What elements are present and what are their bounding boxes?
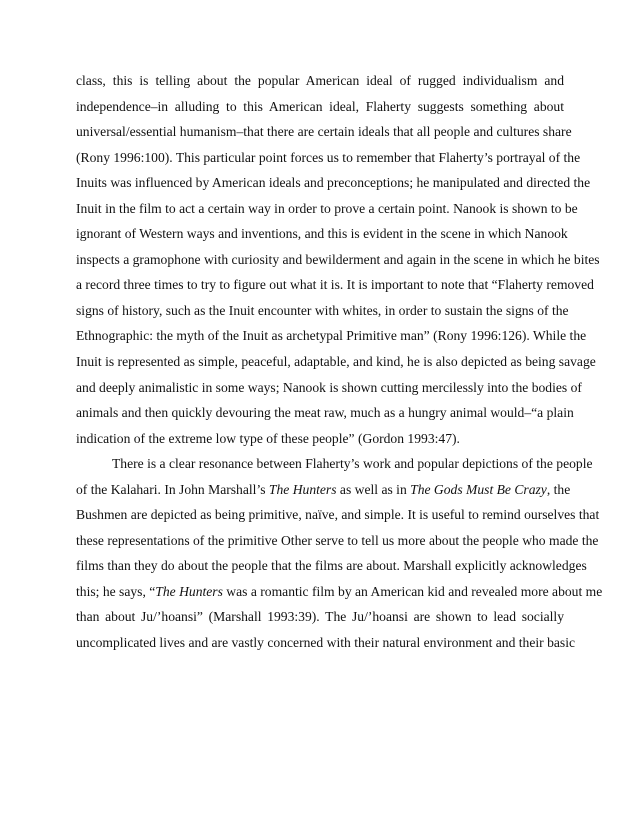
text-line bbox=[76, 426, 564, 452]
text-line bbox=[76, 604, 564, 630]
text-segment: , the bbox=[546, 481, 571, 497]
text-line bbox=[76, 94, 564, 120]
text-line bbox=[76, 323, 587, 349]
text-segment: uncomplicated lives and are vastly concerned with their natural environment and their basic bbox=[76, 635, 576, 651]
text-segment: Bushmen are depicted as being primitive, naïve, and simple. It is useful to remind ourselves that bbox=[76, 507, 600, 523]
text-segment: as well as in bbox=[336, 481, 411, 497]
text-segment: of the Kalahari. In John Marshall’s bbox=[76, 481, 269, 497]
text-segment: class, this is telling about the popular American ideal of rugged individualism and bbox=[76, 73, 564, 88]
text-line bbox=[76, 247, 600, 273]
text-line bbox=[76, 630, 576, 656]
text-line bbox=[76, 477, 571, 503]
text-segment: and deeply animalistic in some ways; Nanook is shown cutting mercilessly into the bodies of bbox=[76, 379, 582, 395]
text-line bbox=[76, 553, 587, 579]
text-line bbox=[76, 298, 569, 324]
text-line bbox=[76, 145, 581, 171]
text-segment: Inuits was influenced by American ideals and preconceptions; he manipulated and directed the bbox=[76, 175, 591, 191]
italic-title: The Hunters bbox=[155, 583, 223, 599]
text-line bbox=[76, 375, 582, 401]
text-segment: films than they do about the people that the films are about. Marshall explicitly acknowledges bbox=[76, 558, 587, 574]
text-segment: (Rony 1996:100). This particular point forces us to remember that Flaherty’s portrayal of the bbox=[76, 149, 581, 165]
text-line bbox=[76, 272, 594, 298]
text-line bbox=[76, 196, 578, 222]
text-segment: animals and then quickly devouring the meat raw, much as a hungry animal would–“a plain bbox=[76, 405, 574, 421]
text-segment: Inuit is represented as simple, peaceful, adaptable, and kind, he is also depicted as being savage bbox=[76, 354, 596, 370]
text-line bbox=[76, 170, 591, 196]
text-line bbox=[76, 528, 599, 554]
text-line bbox=[76, 451, 593, 477]
text-line bbox=[76, 579, 603, 605]
text-segment: There is a clear resonance between Flaherty’s work and popular depictions of the people bbox=[112, 456, 593, 472]
text-line bbox=[76, 349, 596, 375]
italic-title: The Gods Must Be Crazy bbox=[410, 481, 547, 497]
text-segment: inspects a gramophone with curiosity and bewilderment and again in the scene in which he bites bbox=[76, 251, 600, 267]
text-segment: was a romantic film by an American kid and revealed more about me bbox=[222, 583, 603, 599]
text-line bbox=[76, 221, 568, 247]
text-line bbox=[76, 502, 600, 528]
text-segment: Ethnographic: the myth of the Inuit as archetypal Primitive man” (Rony 1996:126). While the bbox=[76, 328, 587, 344]
body-text bbox=[76, 68, 603, 656]
text-segment: this; he says, “ bbox=[76, 583, 156, 599]
text-segment: Inuit in the film to act a certain way in order to prove a certain point. Nanook is shown to be bbox=[76, 200, 578, 216]
text-line bbox=[76, 400, 574, 426]
italic-title: The Hunters bbox=[268, 481, 337, 497]
text-segment: a record three times to try to figure out what it is. It is important to note that “Flaherty removed bbox=[76, 277, 594, 293]
text-segment: ignorant of Western ways and inventions, and this is evident in the scene in which Nanook bbox=[76, 226, 568, 242]
text-segment: these representations of the primitive Other serve to tell us more about the people who made the bbox=[76, 532, 599, 548]
text-segment: than about Ju/’hoansi” (Marshall 1993:39). The Ju/’hoansi are shown to lead socially bbox=[76, 609, 564, 625]
text-segment: indication of the extreme low type of these people” (Gordon 1993:47). bbox=[76, 430, 460, 446]
text-segment: universal/essential humanism–that there are certain ideals that all people and cultures share bbox=[76, 124, 572, 140]
text-line bbox=[76, 119, 572, 145]
text-segment: independence–in alluding to this American ideal, Flaherty suggests something about bbox=[76, 98, 564, 114]
text-segment: signs of history, such as the Inuit encounter with whites, in order to sustain the signs of the bbox=[76, 302, 569, 318]
text-line bbox=[76, 68, 564, 94]
